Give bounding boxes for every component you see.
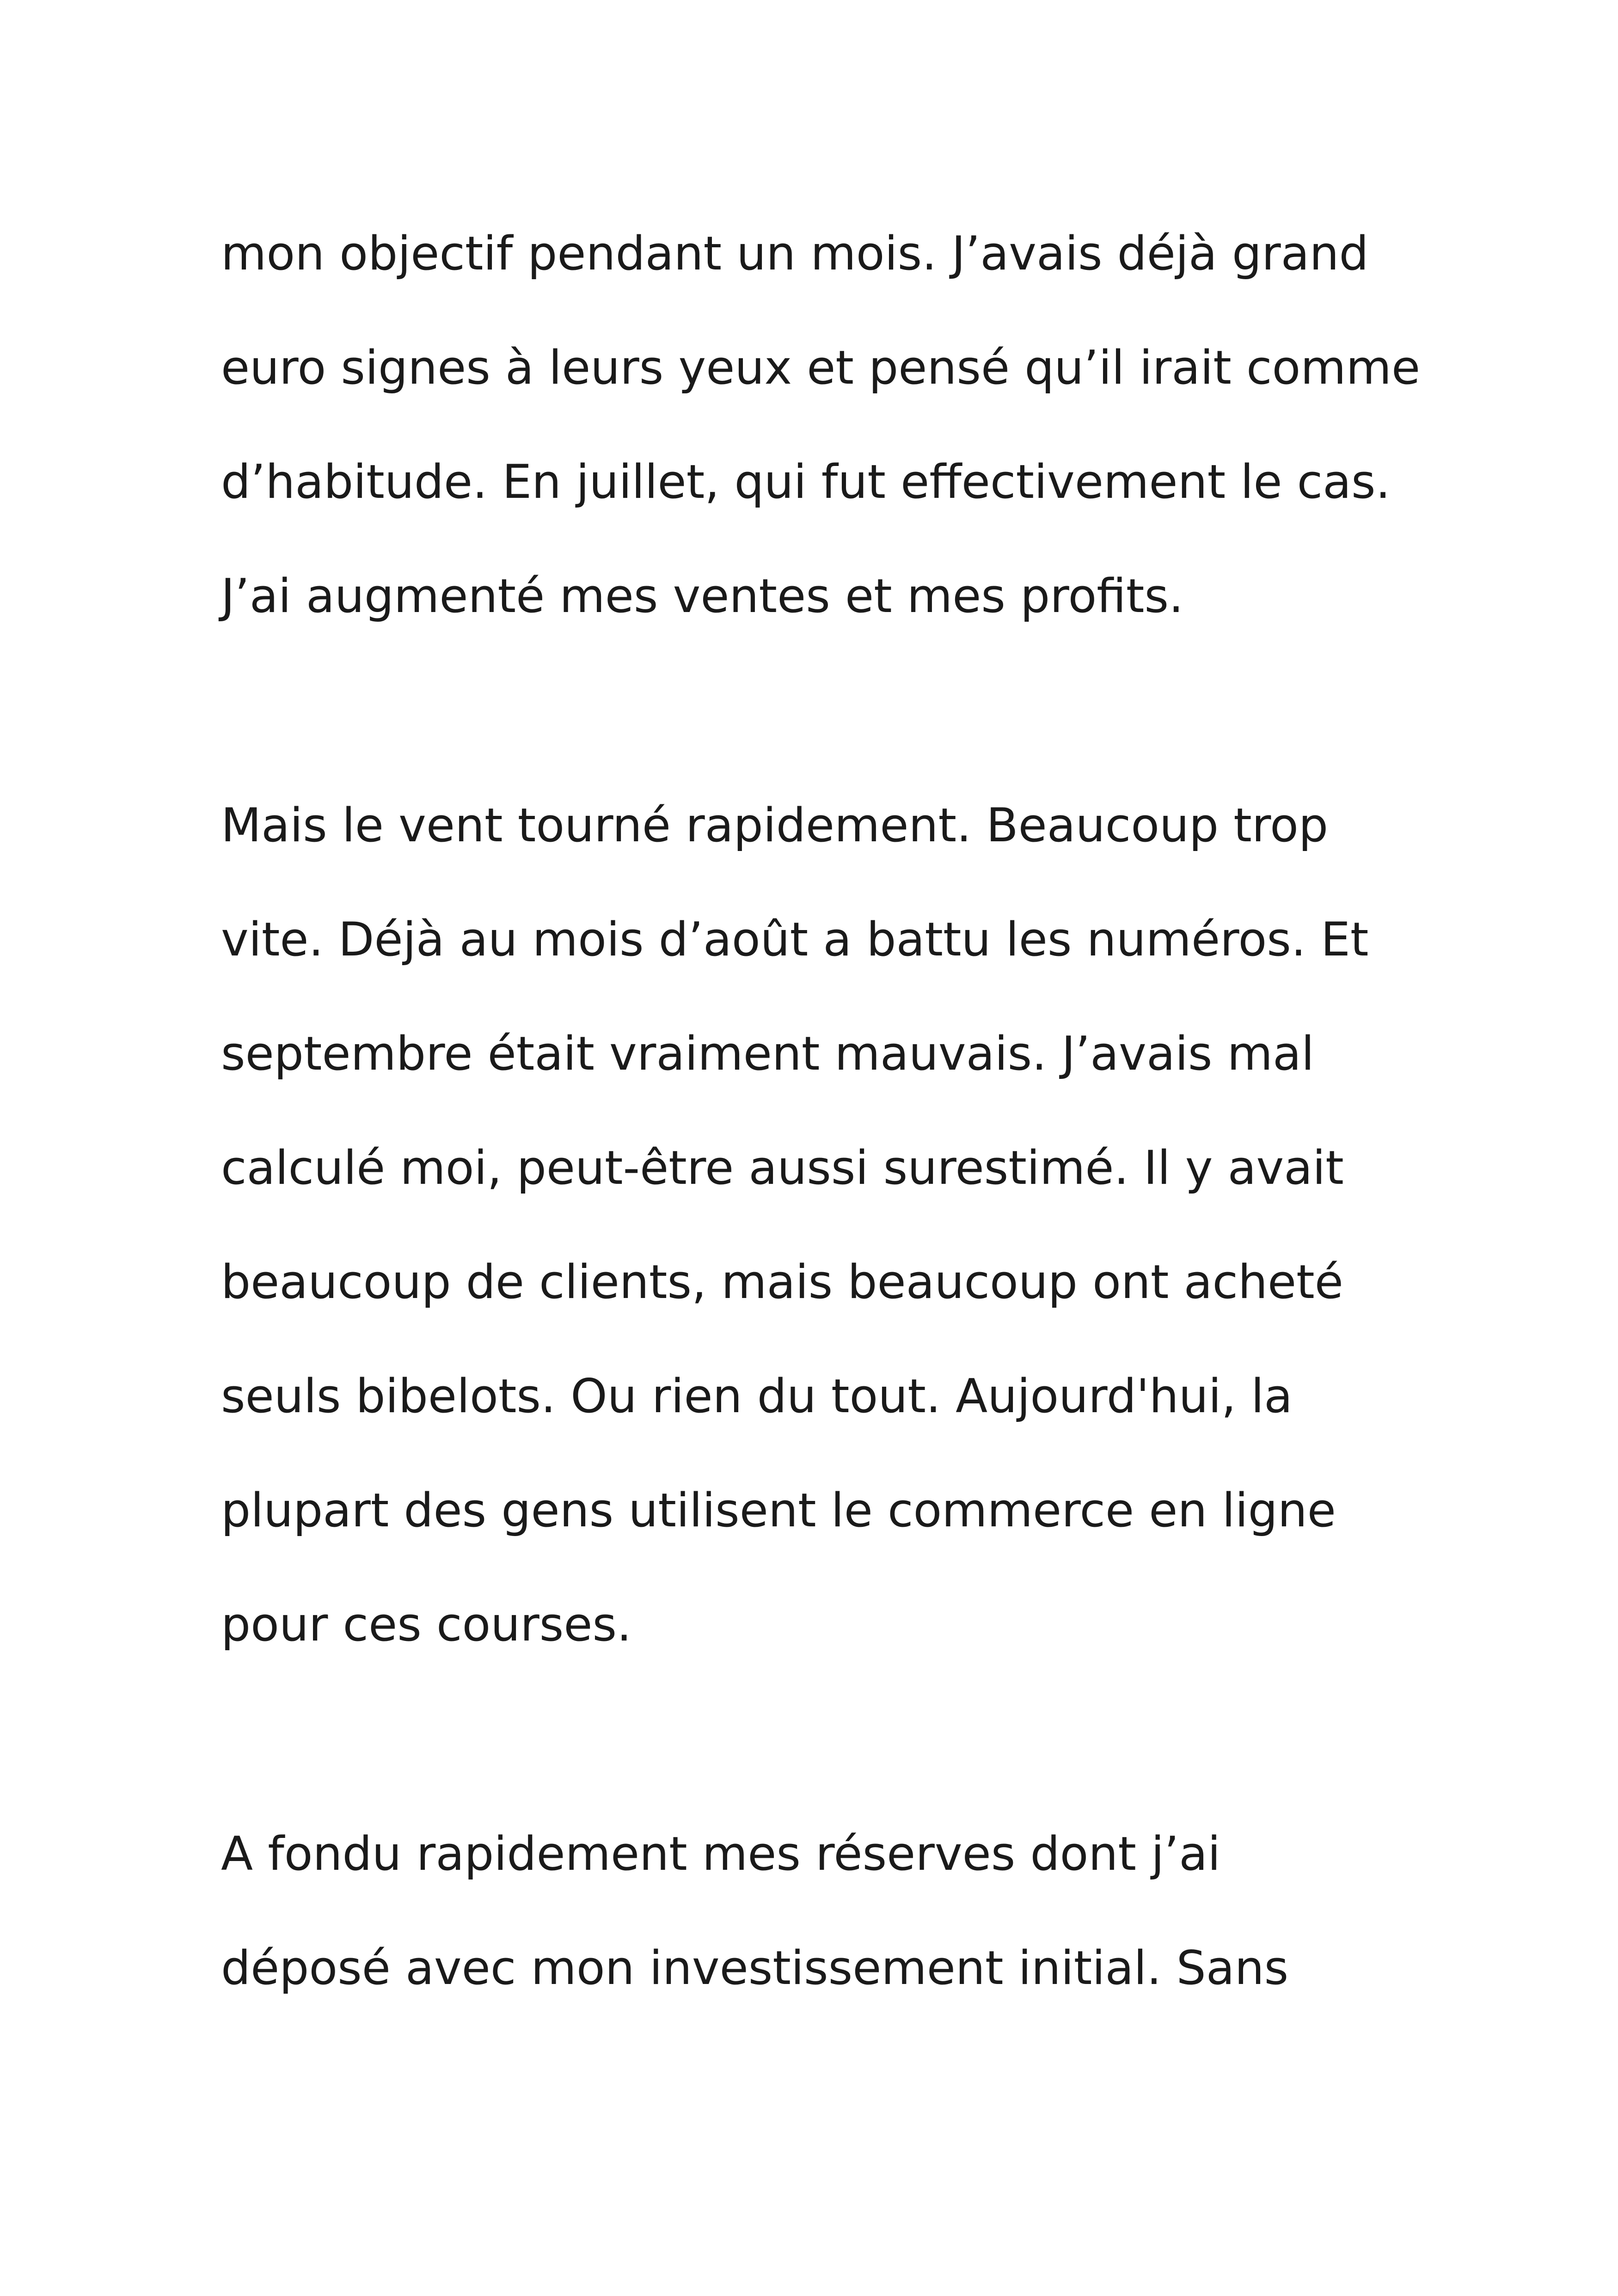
text-line: mon objectif pendant un mois. J’avais déjà grand <box>221 226 1369 281</box>
text-line: beaucoup de clients, mais beaucoup ont acheté <box>221 1255 1343 1309</box>
text-line: pour ces courses. <box>221 1597 632 1652</box>
text-line: plupart des gens utilisent le commerce en ligne <box>221 1483 1336 1537</box>
text-line: vite. Déjà au mois d’août a battu les numéros. Et <box>221 912 1369 967</box>
text-line: seuls bibelots. Ou rien du tout. Aujourd'hui, la <box>221 1369 1293 1423</box>
text-line: A fondu rapidement mes réserves dont j’ai <box>221 1826 1221 1881</box>
text-line: calculé moi, peut-être aussi surestimé. Il y avait <box>221 1140 1344 1195</box>
text-line: d’habitude. En juillet, qui fut effectivement le cas. <box>221 454 1391 509</box>
text-line: Mais le vent tourné rapidement. Beaucoup trop <box>221 798 1329 852</box>
text-line: septembre était vraiment mauvais. J’avais mal <box>221 1026 1314 1081</box>
text-line: euro signes à leurs yeux et pensé qu’il irait comme <box>221 340 1421 395</box>
text-line: J’ai augmenté mes ventes et mes profits. <box>221 569 1184 623</box>
text-line: déposé avec mon investissement initial. Sans <box>221 1941 1289 1995</box>
